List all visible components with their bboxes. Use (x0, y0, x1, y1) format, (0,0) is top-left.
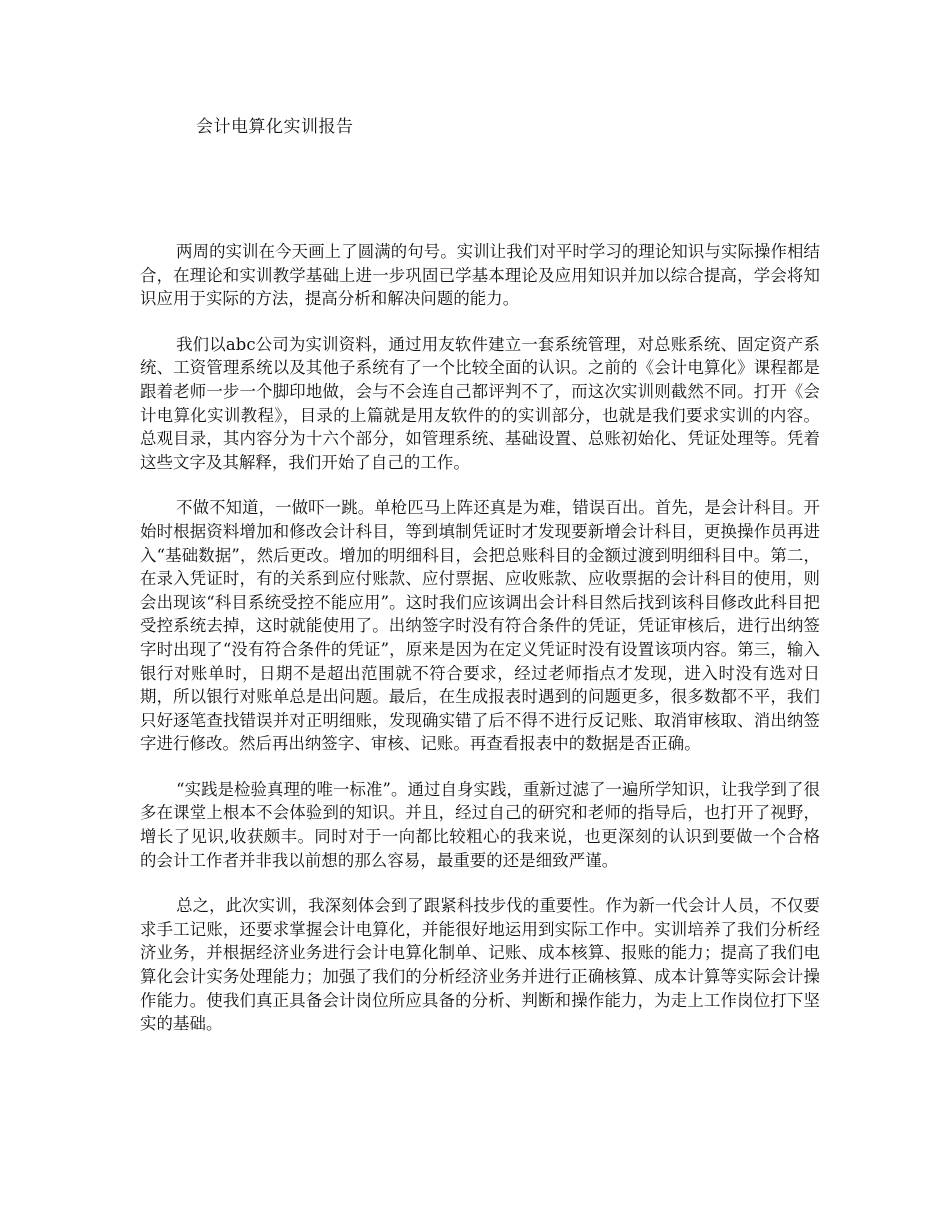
document-body (140, 240, 820, 1058)
paragraph-5: 总之，此次实训，我深刻体会到了跟紧科技步伐的重要性。作为新一代会计人员，不仅要求手工记账，还要求掌握会计电算化，并能很好地运用到实际工作中。实训培养了我们分析经济业务，并根据经济业务进行会计电算化制单、记账、成本核算、报账的能力；提高了我们电算化会计实务处理能力；加强了我们的分析经济业务并进行正确核算、成本计算等实际会计操作能力。使我们真正具备会计岗位所应具备的分析、判断和操作能力，为走上工作岗位打下坚实的基础。 (140, 896, 820, 1034)
paragraph-2: 我们以abc公司为实训资料，通过用友软件建立一套系统管理，对总账系统、固定资产系统、工资管理系统以及其他子系统有了一个比较全面的认识。之前的《会计电算化》课程都是跟着老师一步一个脚印地做，会与不会连自己都评判不了，而这次实训则截然不同。打开《会计电算化实训教程》，目录的上篇就是用友软件的的实训部分，也就是我们要求实训的内容。总观目录，其内容分为十六个部分，如管理系统、基础设置、总账初始化、凭证处理等。凭着这些文字及其解释，我们开始了自己的工作。 (140, 334, 820, 472)
document-title: 会计电算化实训报告 (196, 117, 354, 137)
paragraph-4: “实践是检验真理的唯一标准”。通过自身实践，重新过滤了一遍所学知识，让我学到了很多在课堂上根本不会体验到的知识。并且，经过自己的研究和老师的指导后，也打开了视野，增长了见识,收获颇丰。同时对于一向都比较粗心的我来说，也更深刻的认识到要做一个合格的会计工作者并非我以前想的那么容易，最重要的还是细致严谨。 (140, 779, 820, 870)
paragraph-1: 两周的实训在今天画上了圆满的句号。实训让我们对平时学习的理论知识与实际操作相结合，在理论和实训教学基础上进一步巩固已学基本理论及应用知识并加以综合提高，学会将知识应用于实际的方法，提高分析和解决问题的能力。 (140, 242, 820, 309)
paragraph-3: 不做不知道，一做吓一跳。单枪匹马上阵还真是为难，错误百出。首先，是会计科目。开始时根据资料增加和修改会计科目，等到填制凭证时才发现要新增会计科目，更换操作员再进入“基础数据”，然后更改。增加的明细科目，会把总账科目的金额过渡到明细科目中。第二，在录入凭证时，有的关系到应付账款、应付票据、应收账款、应收票据的会计科目的使用，则会出现该“科目系统受控不能应用”。这时我们应该调出会计科目然后找到该科目修改此科目把受控系统去掉，这时就能使用了。出纳签字时没有符合条件的凭证，凭证审核后，进行出纳签字时出现了“没有符合条件的凭证”，原来是因为在定义凭证时没有设置该项内容。第三，输入银行对账单时，日期不是超出范围就不符合要求，经过老师指点才发现，进入时没有选对日期，所以银行对账单总是出问题。最后，在生成报表时遇到的问题更多，很多数都不平，我们只好逐笔查找错误并对正明细账，发现确实错了后不得不进行反记账、取消审核取、消出纳签字进行修改。然后再出纳签字、审核、记账。再查看报表中的数据是否正确。 (140, 498, 820, 754)
